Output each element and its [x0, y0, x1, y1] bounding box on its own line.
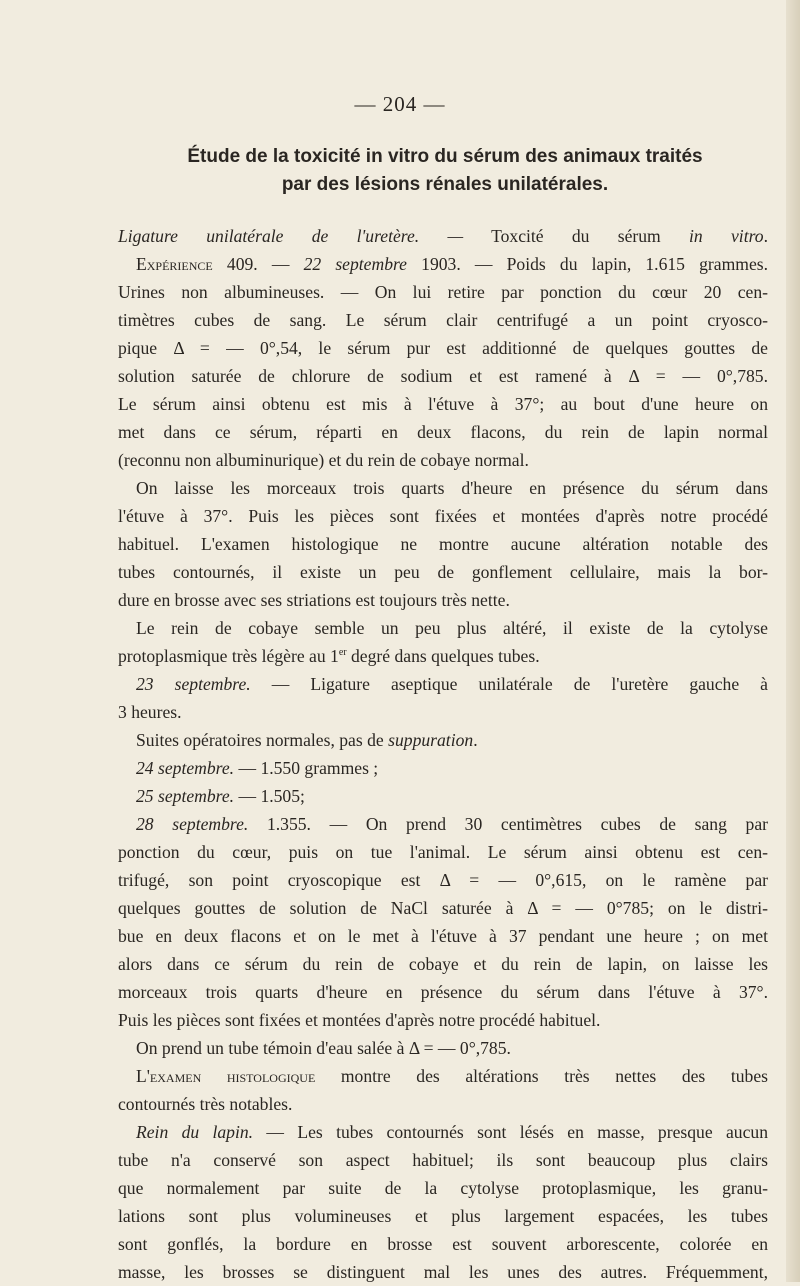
text-line: sont gonflés, la bordure en brosse est souvent arborescente, colorée en [118, 1234, 768, 1254]
text-line: Suites opératoires normales, pas de suppuration. [136, 730, 478, 750]
text-line: protoplasmique très légère au 1er degré dans quelques tubes. [118, 646, 540, 666]
text-line: met dans ce sérum, réparti en deux flacons, du rein de lapin normal [118, 422, 768, 442]
text-line: Urines non albumineuses. — On lui retire par ponction du cœur 20 cen- [118, 282, 768, 302]
text-line: habituel. L'examen histologique ne montre aucune altération notable des [118, 534, 768, 554]
text-line: trifugé, son point cryoscopique est Δ = — 0°,615, on le ramène par [118, 870, 768, 890]
text-line: Puis les pièces sont fixées et montées d'après notre procédé habituel. [118, 1010, 601, 1030]
text-line: que normalement par suite de la cytolyse protoplasmique, les granu- [118, 1178, 768, 1198]
text-line: Rein du lapin. — Les tubes contournés sont lésés en masse, presque aucun [136, 1122, 768, 1142]
text-line: l'étuve à 37°. Puis les pièces sont fixées et montées d'après notre procédé [118, 506, 768, 526]
text-line: morceaux trois quarts d'heure en présence du sérum dans l'étuve à 37°. [118, 982, 768, 1002]
body-text [118, 222, 768, 1286]
text-line: ponction du cœur, puis on tue l'animal. Le sérum ainsi obtenu est cen- [118, 842, 768, 862]
text-line: Le rein de cobaye semble un peu plus altéré, il existe de la cytolyse [136, 618, 768, 638]
text-line: 23 septembre. — Ligature aseptique unilatérale de l'uretère gauche à [136, 674, 768, 694]
page-title: Étude de la toxicité in vitro du sérum des animaux traités [187, 146, 703, 167]
text-line: alors dans ce sérum du rein de cobaye et du rein de lapin, on laisse les [118, 954, 768, 974]
text-line: quelques gouttes de solution de NaCl saturée à Δ = — 0°785; on le distri- [118, 898, 768, 918]
text-line: On laisse les morceaux trois quarts d'heure en présence du sérum dans [136, 478, 768, 498]
text-line: bue en deux flacons et on le met à l'étuve à 37 pendant une heure ; on met [118, 926, 768, 946]
text-line: Ligature unilatérale de l'uretère. — Toxcité du sérum in vitro. [118, 226, 768, 246]
text-line: Expérience 409. — 22 septembre 1903. — Poids du lapin, 1.615 grammes. [136, 254, 768, 274]
text-line: 24 septembre. — 1.550 grammes ; [136, 758, 379, 778]
text-line: (reconnu non albuminurique) et du rein de cobaye normal. [118, 450, 529, 470]
text-line: On prend un tube témoin d'eau salée à Δ = — 0°,785. [136, 1038, 511, 1058]
text-line: timètres cubes de sang. Le sérum clair centrifugé a un point cryosco- [118, 310, 768, 330]
page-edge [786, 0, 800, 1282]
text-line: pique Δ = — 0°,54, le sérum pur est additionné de quelques gouttes de [118, 338, 768, 358]
text-line: 25 septembre. — 1.505; [136, 786, 305, 806]
text-line: Le sérum ainsi obtenu est mis à l'étuve à 37°; au bout d'une heure on [118, 394, 768, 414]
text-line: 28 septembre. 1.355. — On prend 30 centimètres cubes de sang par [136, 814, 768, 834]
text-line: dure en brosse avec ses striations est toujours très nette. [118, 590, 510, 610]
page-number: — 204 — [354, 92, 446, 116]
text-line: masse, les brosses se distinguent mal les unes des autres. Fréquemment, [118, 1262, 768, 1282]
text-line: solution saturée de chlorure de sodium et est ramené à Δ = — 0°,785. [118, 366, 768, 386]
text-line: tubes contournés, il existe un peu de gonflement cellulaire, mais la bor- [118, 562, 768, 582]
text-line: 3 heures. [118, 702, 182, 722]
text-line: contournés très notables. [118, 1094, 293, 1114]
text-line: L'examen histologique montre des altérations très nettes des tubes [136, 1066, 768, 1086]
text-line: lations sont plus volumineuses et plus largement espacées, les tubes [118, 1206, 768, 1226]
text-line: tube n'a conservé son aspect habituel; ils sont beaucoup plus clairs [118, 1150, 768, 1170]
page-title-line-2: par des lésions rénales unilatérales. [281, 174, 609, 195]
